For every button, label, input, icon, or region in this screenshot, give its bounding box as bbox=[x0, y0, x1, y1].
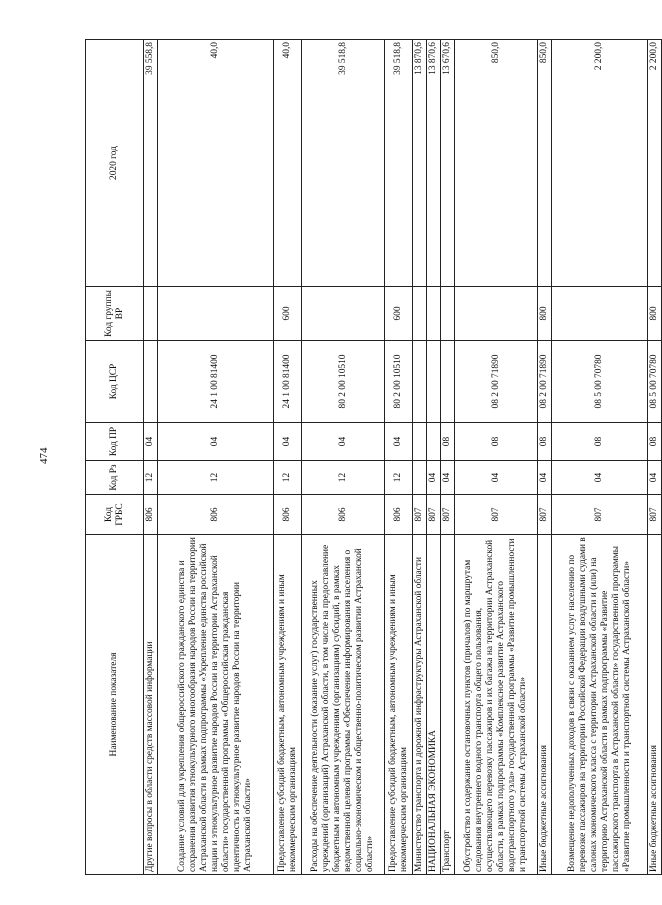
cell-pr: 08 bbox=[441, 423, 455, 461]
cell-grbs: 806 bbox=[144, 495, 158, 535]
cell-csr: 24 1 00 81400 bbox=[158, 341, 274, 423]
cell-rz: 04 bbox=[552, 461, 648, 495]
cell-name: Другие вопросы в области средств массовой информации bbox=[144, 535, 158, 875]
cell-amount: 40,0 bbox=[274, 40, 302, 287]
cell-vr: 800 bbox=[648, 287, 662, 341]
cell-name: Иные бюджетные ассигнования bbox=[538, 535, 552, 875]
cell-vr: 800 bbox=[538, 287, 552, 341]
cell-grbs: 807 bbox=[552, 495, 648, 535]
cell-name: Иные бюджетные ассигнования bbox=[648, 535, 662, 875]
cell-csr: 08 2 00 71890 bbox=[455, 341, 538, 423]
cell-grbs: 807 bbox=[648, 495, 662, 535]
cell-grbs: 807 bbox=[455, 495, 538, 535]
cell-pr: 08 bbox=[455, 423, 538, 461]
cell-csr bbox=[427, 341, 441, 423]
cell-amount: 850,0 bbox=[538, 40, 552, 287]
cell-amount: 40,0 bbox=[158, 40, 274, 287]
cell-vr bbox=[455, 287, 538, 341]
cell-csr: 80 2 00 10510 bbox=[385, 341, 413, 423]
budget-table bbox=[85, 39, 662, 875]
cell-vr bbox=[413, 287, 427, 341]
table-row bbox=[441, 40, 455, 875]
cell-pr bbox=[413, 423, 427, 461]
table-row bbox=[144, 40, 158, 875]
cell-name: Расходы на обеспечение деятельности (оказание услуг) государственных учреждений (организаций) Астраханской области, в том числе на предоставление бюджетным и автономным учреждениям (организациям) субсидий, в рамках ведомственной целевой программы «Обеспечение информирования населения о социально-экономическом и общественно-политическом развитии Астраханской области» bbox=[302, 535, 385, 875]
cell-pr: 04 bbox=[274, 423, 302, 461]
cell-grbs: 806 bbox=[385, 495, 413, 535]
cell-rz: 12 bbox=[385, 461, 413, 495]
cell-amount: 13 670,6 bbox=[441, 40, 455, 287]
cell-amount: 13 870,6 bbox=[413, 40, 427, 287]
cell-grbs: 807 bbox=[441, 495, 455, 535]
cell-name: Создание условий для укрепления общероссийского гражданского единства и сохранения развития этнокультурного многообразия народов России на территории Астраханской области в рамках подпрограммы «Укрепление единства российской нации и этнокультурное развитие народов России на территории Астраханской области» государственной программы «Общероссийская гражданская идентичность и этнокультурное развитие народов России на территории Астраханской области» bbox=[158, 535, 274, 875]
cell-vr bbox=[158, 287, 274, 341]
table-row bbox=[552, 40, 648, 875]
rotated-table-wrapper bbox=[85, 40, 659, 875]
table-row bbox=[385, 40, 413, 875]
cell-pr: 04 bbox=[158, 423, 274, 461]
cell-rz: 12 bbox=[302, 461, 385, 495]
cell-vr bbox=[144, 287, 158, 341]
cell-amount: 850,0 bbox=[455, 40, 538, 287]
cell-pr bbox=[427, 423, 441, 461]
cell-csr bbox=[413, 341, 427, 423]
table-row bbox=[427, 40, 441, 875]
table-header-row bbox=[86, 40, 144, 875]
cell-vr bbox=[427, 287, 441, 341]
cell-name: Предоставление субсидий бюджетным, автономным учреждениям и иным некоммерческим организациям bbox=[274, 535, 302, 875]
table-row bbox=[538, 40, 552, 875]
cell-pr: 08 bbox=[648, 423, 662, 461]
cell-rz: 12 bbox=[144, 461, 158, 495]
cell-vr bbox=[441, 287, 455, 341]
table-row bbox=[302, 40, 385, 875]
cell-csr: 08 5 00 70780 bbox=[552, 341, 648, 423]
table-row bbox=[158, 40, 274, 875]
cell-grbs: 806 bbox=[274, 495, 302, 535]
cell-pr: 08 bbox=[538, 423, 552, 461]
cell-name: Предоставление субсидий бюджетным, автономным учреждениям и иным некоммерческим организациям bbox=[385, 535, 413, 875]
table-body bbox=[144, 40, 662, 875]
cell-rz: 04 bbox=[648, 461, 662, 495]
page-number: 474 bbox=[38, 447, 50, 464]
table-row bbox=[413, 40, 427, 875]
cell-name: Министерство транспорта и дорожной инфраструктуры Астраханской области bbox=[413, 535, 427, 875]
cell-rz: 12 bbox=[274, 461, 302, 495]
cell-pr: 08 bbox=[552, 423, 648, 461]
cell-csr: 80 2 00 10510 bbox=[302, 341, 385, 423]
cell-pr: 04 bbox=[302, 423, 385, 461]
cell-amount: 39 518,8 bbox=[385, 40, 413, 287]
cell-rz: 04 bbox=[441, 461, 455, 495]
cell-amount: 39 518,8 bbox=[302, 40, 385, 287]
cell-amount: 2 200,0 bbox=[648, 40, 662, 287]
cell-vr: 600 bbox=[385, 287, 413, 341]
cell-csr: 08 5 00 70780 bbox=[648, 341, 662, 423]
cell-pr: 04 bbox=[144, 423, 158, 461]
cell-name: НАЦИОНАЛЬНАЯ ЭКОНОМИКА bbox=[427, 535, 441, 875]
cell-vr bbox=[302, 287, 385, 341]
cell-csr: 24 1 00 81400 bbox=[274, 341, 302, 423]
header-pr: Код ПР bbox=[86, 423, 144, 461]
cell-grbs: 806 bbox=[302, 495, 385, 535]
cell-csr: 08 2 00 71890 bbox=[538, 341, 552, 423]
cell-grbs: 807 bbox=[413, 495, 427, 535]
header-rz: Код Рз bbox=[86, 461, 144, 495]
cell-rz: 04 bbox=[455, 461, 538, 495]
cell-grbs: 807 bbox=[538, 495, 552, 535]
table-row bbox=[274, 40, 302, 875]
cell-name: Транспорт bbox=[441, 535, 455, 875]
header-grbs: Код ГРБС bbox=[86, 495, 144, 535]
cell-rz: 04 bbox=[538, 461, 552, 495]
cell-name: Обустройство и содержание остановочных пунктов (причалов) по маршрутам следования внутреннего водного транспорта общего пользования, осуществляющего перевозку пассажиров и их багажа на территории Астраханской области, в рамках подпрограммы «Комплексное развитие Астраханского водотранспортного узла» государственной программы «Развитие промышленности и транспортной системы Астраханской области» bbox=[455, 535, 538, 875]
cell-name: Возмещение недополученных доходов в связи с оказанием услуг населению по перевозке пассажиров на территории Российской Федерации воздушными судами в салонах экономического класса с территории Астраханской области и (или) на территорию Астраханской области в рамках подпрограммы «Развитие пассажирского транспорта в Астраханской области» государственной программы «Развитие промышленности и транспортной системы Астраханской области» bbox=[552, 535, 648, 875]
cell-vr: 600 bbox=[274, 287, 302, 341]
cell-pr: 04 bbox=[385, 423, 413, 461]
table-row bbox=[455, 40, 538, 875]
cell-rz: 12 bbox=[158, 461, 274, 495]
cell-vr bbox=[552, 287, 648, 341]
cell-grbs: 807 bbox=[427, 495, 441, 535]
cell-csr bbox=[441, 341, 455, 423]
cell-amount: 2 200,0 bbox=[552, 40, 648, 287]
header-year: 2020 год bbox=[86, 40, 144, 287]
cell-grbs: 806 bbox=[158, 495, 274, 535]
cell-csr bbox=[144, 341, 158, 423]
cell-amount: 39 558,8 bbox=[144, 40, 158, 287]
cell-rz bbox=[413, 461, 427, 495]
cell-rz: 04 bbox=[427, 461, 441, 495]
header-name: Наименование показателя bbox=[86, 535, 144, 875]
header-csr: Код ЦСР bbox=[86, 341, 144, 423]
table-row bbox=[648, 40, 662, 875]
cell-amount: 13 870,6 bbox=[427, 40, 441, 287]
header-vr: Код группы ВР bbox=[86, 287, 144, 341]
